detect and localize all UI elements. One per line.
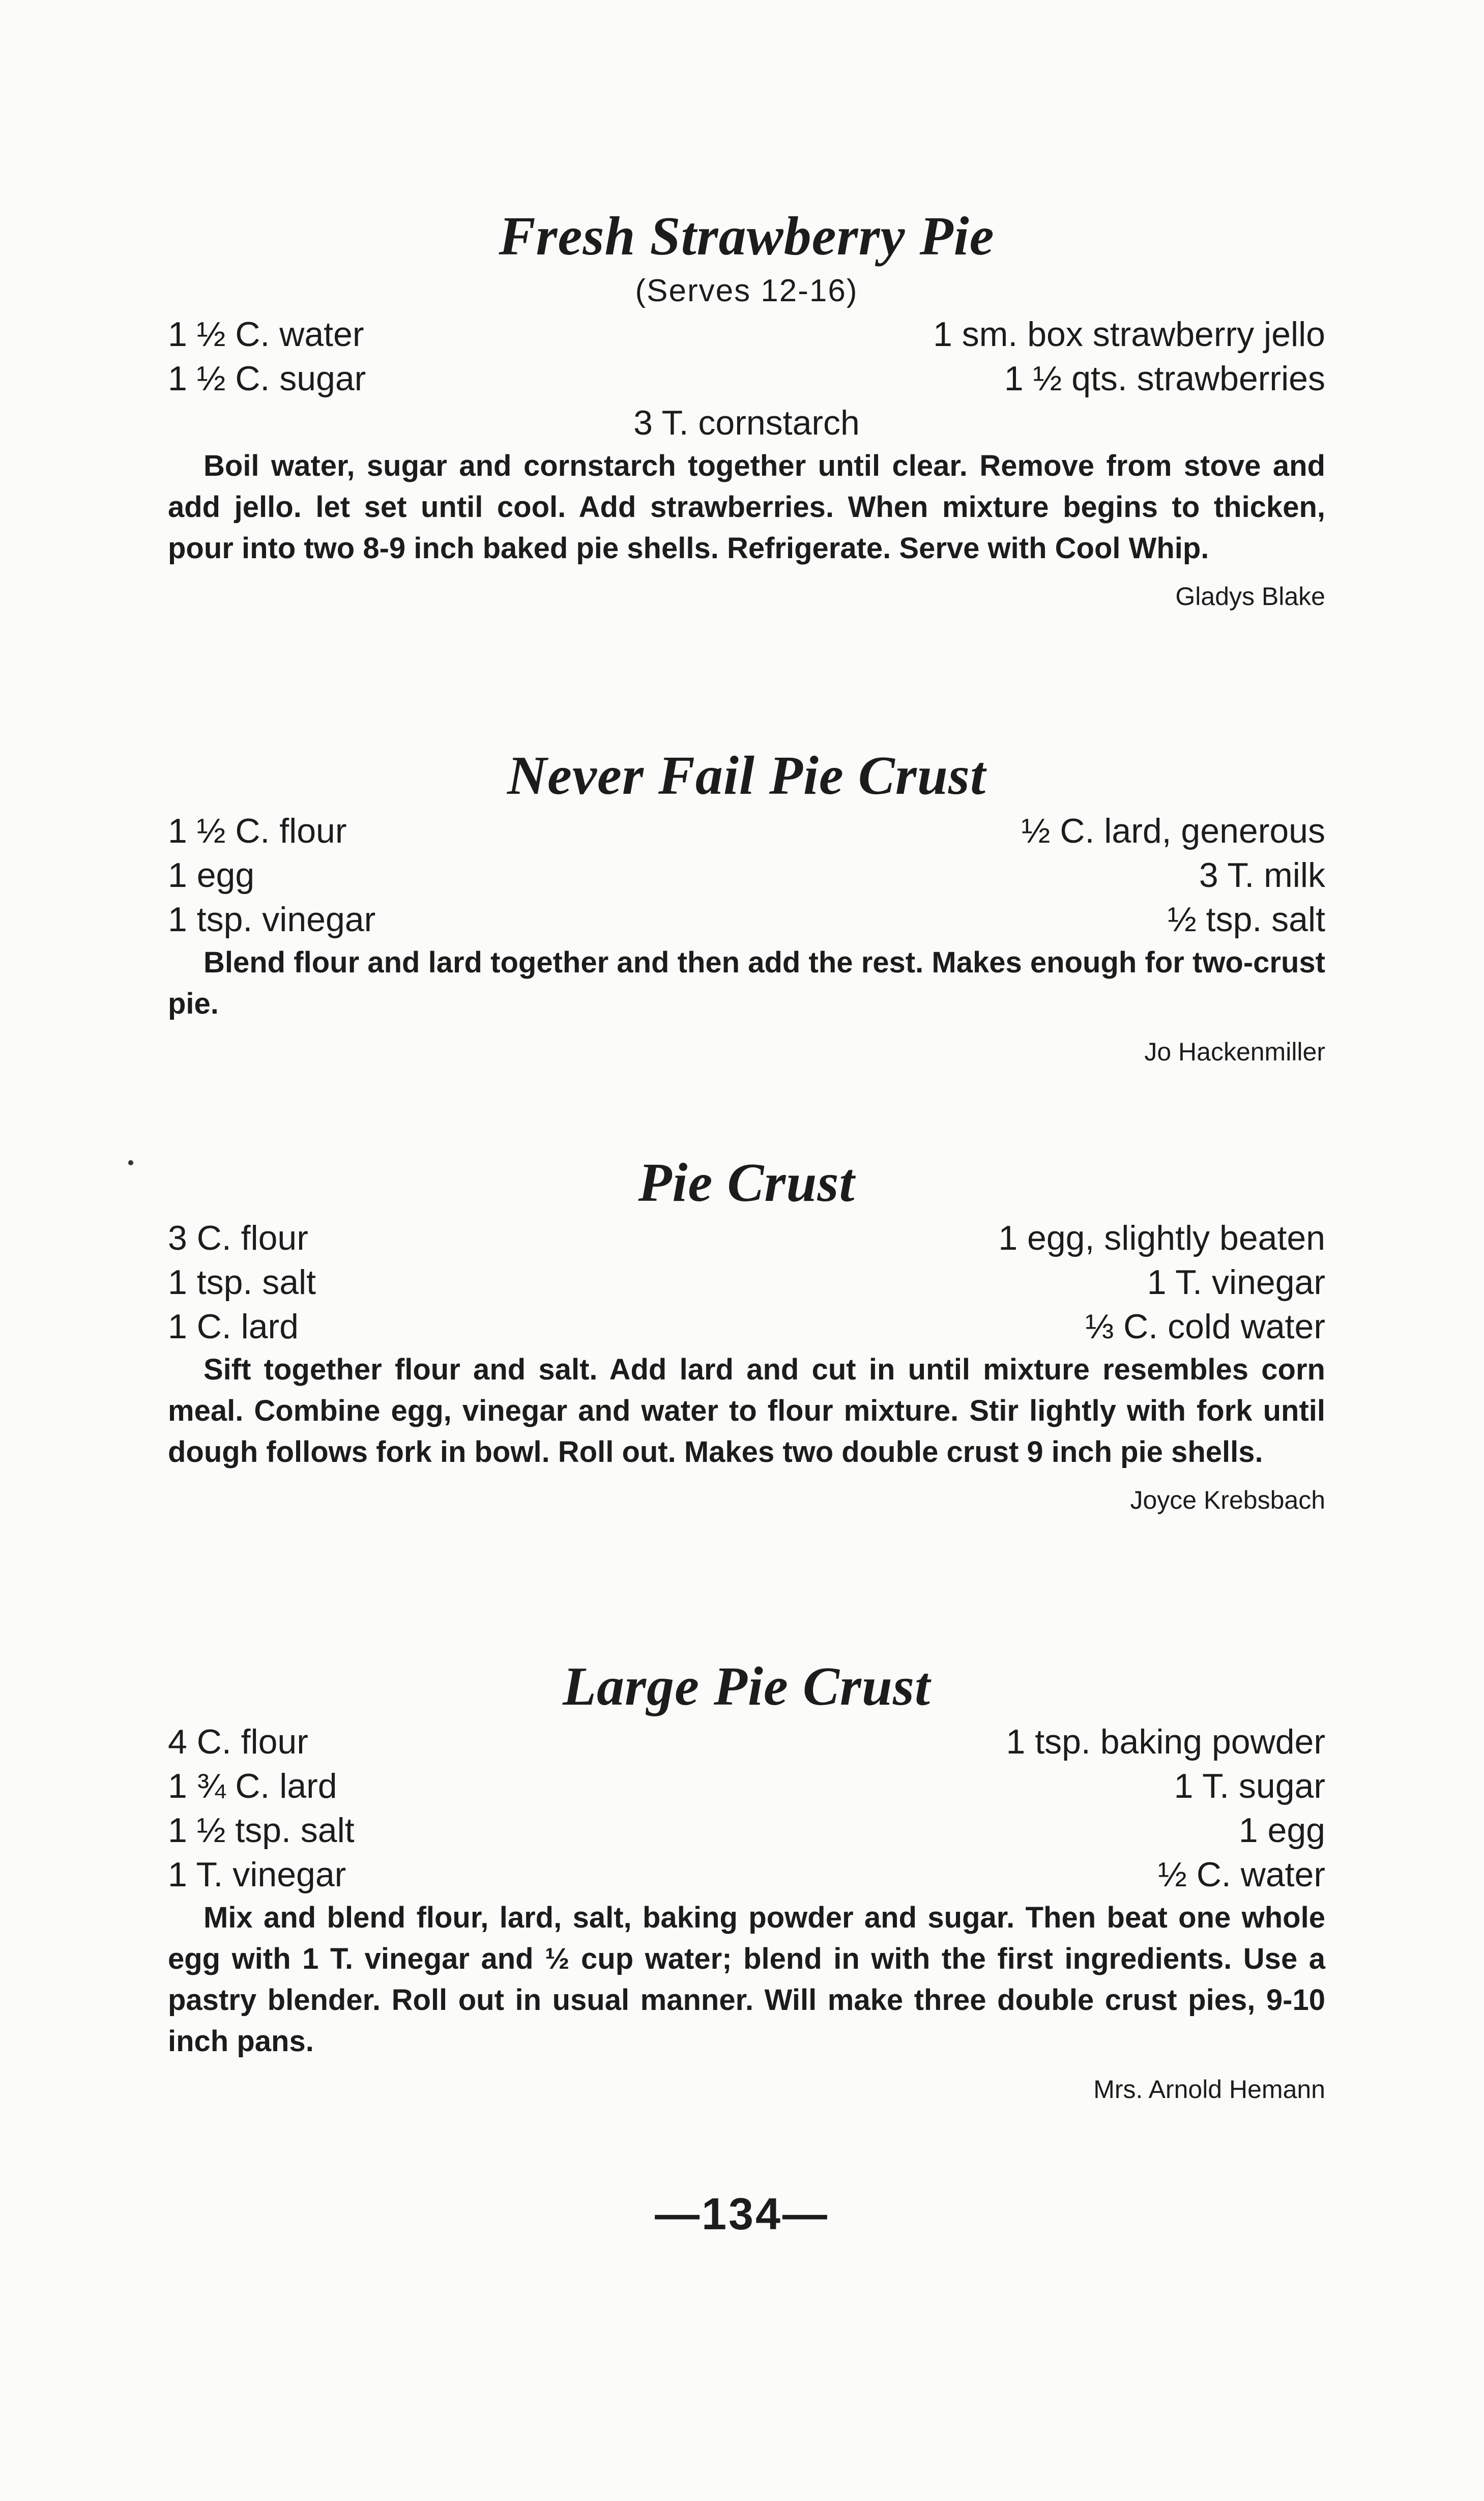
ingredient-left: 1 C. lard	[168, 1307, 299, 1346]
recipe-directions: Sift together flour and salt. Add lard and cut in until mixture resembles corn meal. Combine egg, vinegar and water to flour mixture. Stir lightly with fork until dough follows fork in bowl. Roll out. Makes two double crust 9 inch pie shells.	[168, 1353, 1325, 1469]
ingredient-left: 1 tsp. salt	[168, 1263, 316, 1302]
ingredient-right: ½ C. water	[1158, 1855, 1325, 1894]
ingredient-row	[168, 853, 1325, 898]
ingredient-right: 1 egg, slightly beaten	[998, 1219, 1325, 1257]
recipe-author: Mrs. Arnold Hemann	[1093, 2075, 1325, 2104]
ingredient-center: 3 T. cornstarch	[633, 404, 860, 442]
ingredient-row	[168, 1260, 1325, 1305]
ingredient-row	[168, 1853, 1325, 1897]
ingredient-left: 1 egg	[168, 856, 255, 895]
ingredient-left: 4 C. flour	[168, 1722, 308, 1761]
ingredient-right: ⅓ C. cold water	[1085, 1307, 1325, 1346]
recipe-author: Jo Hackenmiller	[1144, 1038, 1325, 1066]
ingredient-row	[168, 809, 1325, 853]
ingredient-right: 1 egg	[1238, 1811, 1325, 1850]
recipe-directions: Blend flour and lard together and then add the rest. Makes enough for two-crust pie.	[168, 946, 1325, 1020]
page-number: —134—	[655, 2189, 829, 2239]
recipe-directions: Boil water, sugar and cornstarch together until clear. Remove from stove and add jello. let set until cool. Add strawberries. When mixture begins to thicken, pour into two 8-9 inch baked pie shells. Refrigerate. Serve with Cool Whip.	[168, 449, 1325, 565]
ingredient-left: 1 ½ tsp. salt	[168, 1811, 355, 1850]
ingredient-left: 1 ½ C. water	[168, 315, 364, 354]
ingredient-left: 1 ½ C. sugar	[168, 359, 366, 398]
ingredient-right: 1 T. vinegar	[1147, 1263, 1325, 1302]
ingredient-row	[168, 1764, 1325, 1808]
recipe-author: Gladys Blake	[1175, 582, 1325, 611]
recipe-large-pie-crust	[168, 1654, 1325, 2110]
recipe-fresh-strawberry-pie	[168, 204, 1325, 617]
recipe-directions: Mix and blend flour, lard, salt, baking powder and sugar. Then beat one whole egg with 1 T. vinegar and ½ cup water; blend in with the first ingredients. Use a pastry blender. Roll out in usual manner. Will make three double crust pies, 9-10 inch pans.	[168, 1901, 1325, 2058]
ingredient-left: 1 ½ C. flour	[168, 812, 347, 850]
ingredient-right: 1 ½ qts. strawberries	[1004, 359, 1325, 398]
ingredient-left: 1 tsp. vinegar	[168, 900, 376, 939]
ingredient-right: ½ tsp. salt	[1168, 900, 1325, 939]
ingredient-row	[168, 357, 1325, 401]
recipe-title: Pie Crust	[638, 1153, 855, 1213]
ingredient-row	[168, 1808, 1325, 1853]
recipe-title: Fresh Strawberry Pie	[499, 206, 995, 267]
ingredient-left: 1 ¾ C. lard	[168, 1767, 337, 1805]
recipe-author: Joyce Krebsbach	[1130, 1486, 1325, 1514]
print-speck	[128, 1160, 133, 1165]
ingredient-right: 1 T. sugar	[1174, 1767, 1325, 1805]
recipe-serves: (Serves 12-16)	[635, 273, 858, 308]
recipe-title: Large Pie Crust	[562, 1656, 930, 1717]
ingredient-row	[168, 1216, 1325, 1260]
ingredient-row	[168, 312, 1325, 357]
ingredient-row	[168, 1720, 1325, 1764]
recipe-pie-crust	[168, 1150, 1325, 1520]
ingredient-row	[168, 1305, 1325, 1349]
ingredient-left: 3 C. flour	[168, 1219, 308, 1257]
ingredient-right: 1 sm. box strawberry jello	[933, 315, 1325, 354]
recipe-never-fail-pie-crust	[168, 743, 1325, 1072]
ingredient-right: ½ C. lard, generous	[1021, 812, 1325, 850]
ingredient-left: 1 T. vinegar	[168, 1855, 346, 1894]
ingredient-row	[168, 898, 1325, 942]
recipe-title: Never Fail Pie Crust	[507, 745, 986, 806]
ingredient-right: 3 T. milk	[1199, 856, 1325, 895]
ingredient-right: 1 tsp. baking powder	[1006, 1722, 1325, 1761]
